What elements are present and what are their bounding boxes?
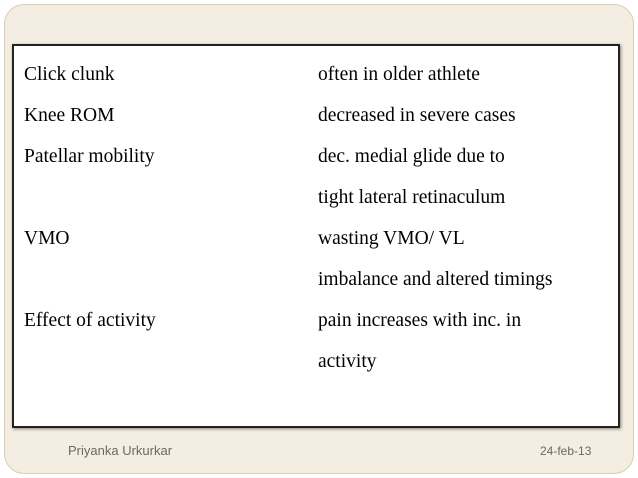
table-row — [14, 105, 618, 145]
table-row — [14, 228, 618, 268]
row-detail: activity — [318, 351, 377, 372]
row-detail: dec. medial glide due to — [318, 146, 505, 167]
row-term: Click clunk — [24, 64, 115, 85]
table-row — [14, 146, 618, 186]
table-row — [14, 187, 618, 227]
row-detail: pain increases with inc. in — [318, 310, 522, 331]
row-detail: imbalance and altered timings — [318, 269, 553, 290]
footer-date: 24-feb-13 — [540, 444, 592, 458]
table-row — [14, 351, 618, 391]
row-term: Patellar mobility — [24, 146, 155, 167]
row-detail: wasting VMO/ VL — [318, 228, 465, 249]
row-detail: tight lateral retinaculum — [318, 187, 506, 208]
row-detail: often in older athlete — [318, 64, 480, 85]
row-term: Effect of activity — [24, 310, 156, 331]
footer-author: Priyanka Urkurkar — [68, 443, 173, 458]
row-term: Knee ROM — [24, 105, 115, 126]
table-row — [14, 64, 618, 104]
content-box — [12, 44, 620, 428]
table-row — [14, 310, 618, 350]
table-row — [14, 269, 618, 309]
row-term: VMO — [24, 228, 70, 249]
row-detail: decreased in severe cases — [318, 105, 516, 126]
